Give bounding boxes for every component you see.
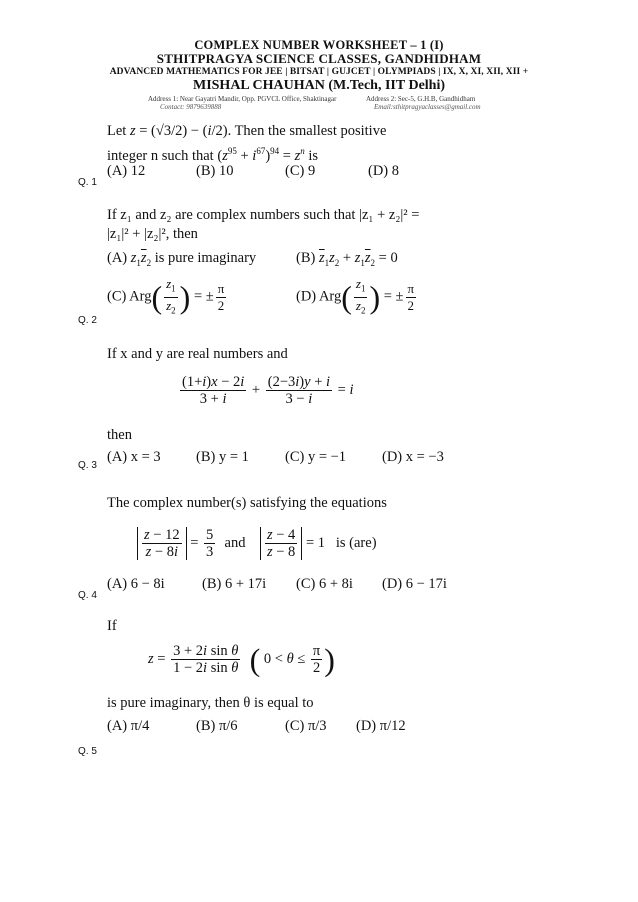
q2-option-c: (C) Arg( $\frac{z_1}{\overline{z}_2}$ ) = ± $\frac{\pi}{2}$ [107, 276, 225, 316]
q1-option-b: (B) 10 [196, 163, 234, 179]
q5-option-d: (D) π/12 [356, 718, 406, 734]
q3-equation: $\frac{(1+i)x - 2i}{3 + i}$ + $\frac{(2-3i)y + i}{3 - i}$ = i [182, 374, 354, 407]
q2-option-b: (B) $\overline{z}_1z_2 + z_1\overline{z}_2 = 0$ [296, 250, 398, 268]
q5-equation: z = $\frac{\text{3 + 2i sin θ}}{\text{1 − 2i sin θ}}$ ( 0 < θ ≤ $\frac{\pi}{2}$ ) [148, 641, 335, 678]
q4-option-b: (B) 6 + 17i [202, 576, 267, 592]
address-2: Address 2: Sec-5, G.H.B, Gandhidham [366, 95, 476, 103]
q4-equation: $\frac{z - 12}{z - 8i}$ = $\frac{5}{3}$ and $\frac{z - 4}{z - 8}$ = 1 is (are) [137, 527, 377, 560]
author-line: MISHAL CHAUHAN (M.Tech, IIT Delhi) [192, 78, 446, 93]
worksheet-title: COMPLEX NUMBER WORKSHEET – 1 (I) [194, 38, 444, 52]
q2-line2: |z₁|² + |z₂|², then [107, 226, 198, 242]
course-line: ADVANCED MATHEMATICS FOR JEE | BITSAT | GUJCET | OLYMPIADS | IX, X, XI, XII, XII + [109, 67, 529, 77]
q5-option-c: (C) π/3 [285, 718, 327, 734]
q1-option-d: (D) 8 [368, 163, 400, 179]
q3-option-a: (A) x = 3 [107, 449, 161, 465]
q1-line1: Let z = (√3/2) − (i/2). Then the smallest positive [107, 123, 387, 139]
q4-option-d: (D) 6 − 17i [382, 576, 447, 592]
q4-line1: The complex number(s) satisfying the equations [107, 495, 387, 511]
question-number-1: Q. 1 [78, 177, 97, 188]
question-number-5: Q. 5 [78, 746, 97, 757]
q5-line2: is pure imaginary, then θ is equal to [107, 695, 314, 711]
q4-option-a: (A) 6 − 8i [107, 576, 165, 592]
q1-option-c: (C) 9 [285, 163, 316, 179]
question-number-4: Q. 4 [78, 590, 97, 601]
q3-option-b: (B) y = 1 [196, 449, 249, 465]
q3-option-c: (C) y = −1 [285, 449, 347, 465]
q5-option-a: (A) π/4 [107, 718, 150, 734]
contact: Contact: 9879639888 [160, 103, 222, 111]
q5-option-b: (B) π/6 [196, 718, 238, 734]
question-number-3: Q. 3 [78, 460, 97, 471]
q4-option-c: (C) 6 + 8i [296, 576, 353, 592]
q3-line1: If x and y are real numbers and [107, 346, 288, 362]
institute-name: STHITPRAGYA SCIENCE CLASSES, GANDHIDHAM [156, 51, 482, 66]
q2-option-d: (D) Arg( $\frac{z_1}{z_2}$ ) = ± $\frac{\pi}{2}$ [296, 276, 415, 316]
question-number-2: Q. 2 [78, 315, 97, 326]
email: Email:sthitpragyaclasses@gmail.com [374, 103, 481, 111]
q2-line1: If z₁ and z₂ are complex numbers such that |z₁ + z₂|² = [107, 207, 420, 223]
q2-option-a: (A) $z_1\overline{z}_2$ is pure imaginary [107, 250, 257, 268]
q1-line2: integer n such that $(z^{95} + i^{67})^{94} = z^n$ is [107, 146, 319, 164]
address-1: Address 1: Near Gayatri Mandir, Opp. PGVCL Office, Shaktinagar [148, 95, 337, 103]
q3-then: then [107, 427, 132, 443]
q3-option-d: (D) x = −3 [382, 449, 444, 465]
q1-option-a: (A) 12 [107, 163, 146, 179]
q5-line1: If [107, 618, 117, 634]
